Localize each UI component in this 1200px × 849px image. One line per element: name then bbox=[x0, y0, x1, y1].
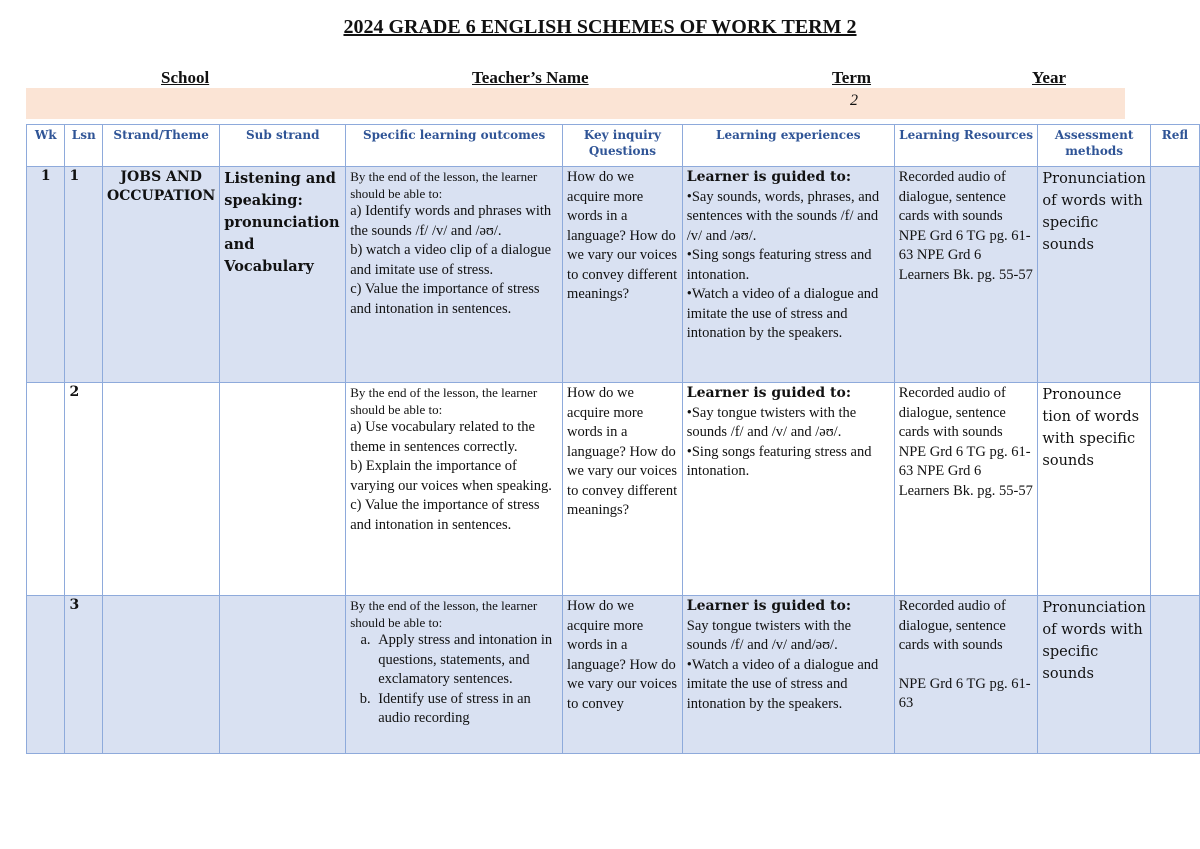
school-label: School bbox=[161, 68, 210, 87]
experiences-cell bbox=[682, 596, 894, 754]
sub-strand-cell bbox=[220, 596, 346, 754]
col-outcomes: Specific learning outcomes bbox=[346, 125, 563, 167]
outcomes-intro: By the end of the lesson, the learner should be able to: bbox=[350, 598, 538, 630]
experience-item: Say tongue twisters with the sounds /f/ and /v/ and/əʊ/. bbox=[686, 617, 852, 653]
outcomes-cell bbox=[346, 383, 563, 596]
assessment-cell: Pronounce tion of words with specific sounds bbox=[1038, 383, 1150, 596]
resources-extra: NPE Grd 6 TG pg. 61-63 bbox=[898, 675, 1031, 711]
resources-cell: Recorded audio of dialogue, sentence cards with sounds NPE Grd 6 TG pg. 61-63 NPE Grd 6 Learners Bk. pg. 55-57 bbox=[894, 383, 1038, 596]
experiences-cell bbox=[682, 167, 894, 383]
term-value: 2 bbox=[850, 92, 858, 109]
outcome-item: b) Explain the importance of varying our voices when speaking. bbox=[350, 458, 552, 494]
experience-item: •Watch a video of a dialogue and imitate the use of stress and intonation by the speakers. bbox=[686, 656, 879, 712]
strand-cell bbox=[103, 596, 220, 754]
questions-cell: How do we acquire more words in a language? How do we vary our voices to convey different meanings? bbox=[563, 383, 683, 596]
year-label: Year bbox=[1032, 68, 1066, 87]
reflection-cell bbox=[1150, 383, 1199, 596]
term-label: Term bbox=[832, 68, 872, 87]
outcomes-intro: By the end of the lesson, the learner should be able to: bbox=[350, 169, 538, 201]
lesson-cell: 3 bbox=[65, 596, 103, 754]
assessment-cell: Pronunciation of words with specific sounds bbox=[1038, 596, 1150, 754]
info-bar bbox=[26, 88, 1125, 119]
table-row bbox=[27, 167, 1200, 383]
col-experiences: Learning experiences bbox=[682, 125, 894, 167]
outcome-item: a) Use vocabulary related to the theme in sentences correctly. bbox=[350, 419, 535, 455]
header-row bbox=[27, 125, 1200, 167]
outcomes-intro: By the end of the lesson, the learner should be able to: bbox=[350, 385, 538, 417]
col-sub-strand: Sub strand bbox=[220, 125, 346, 167]
experiences-title: Learner is guided to: bbox=[686, 385, 852, 401]
experience-item: •Sing songs featuring stress and intonation. bbox=[686, 443, 872, 479]
outcome-item: a) Identify words and phrases with the sounds /f/ /v/ and /əʊ/. bbox=[350, 203, 552, 239]
experience-item: •Say tongue twisters with the sounds /f/ and /v/ and /əʊ/. bbox=[686, 404, 857, 440]
reflection-cell bbox=[1150, 596, 1199, 754]
outcome-list bbox=[350, 631, 558, 729]
outcomes-cell bbox=[346, 596, 563, 754]
teacher-name-label: Teacher’s Name bbox=[472, 68, 589, 87]
experience-item: •Watch a video of a dialogue and imitate the use of stress and intonation by the speakers. bbox=[686, 286, 879, 341]
sub-strand-cell bbox=[220, 383, 346, 596]
col-questions: Key inquiry Questions bbox=[563, 125, 683, 167]
col-strand: Strand/Theme bbox=[103, 125, 220, 167]
strand-cell: JOBS AND OCCUPATION bbox=[103, 167, 220, 383]
resources-cell: Recorded audio of dialogue, sentence cards with sounds NPE Grd 6 TG pg. 61-63 NPE Grd 6 Learners Bk. pg. 55-57 bbox=[894, 167, 1038, 383]
col-lsn: Lsn bbox=[65, 125, 103, 167]
outcome-item: b. Identify use of stress in an audio recording bbox=[374, 690, 558, 729]
questions-cell: How do we acquire more words in a language? How do we vary our voices to convey different meanings? bbox=[563, 167, 683, 383]
experiences-cell bbox=[682, 383, 894, 596]
lesson-cell: 1 bbox=[65, 167, 103, 383]
outcome-item: c) Value the importance of stress and intonation in sentences. bbox=[350, 497, 540, 533]
resources-text: Recorded audio of dialogue, sentence cards with sounds bbox=[898, 598, 1006, 653]
table-row bbox=[27, 596, 1200, 754]
outcome-item: b) watch a video clip of a dialogue and imitate use of stress. bbox=[350, 242, 552, 278]
col-wk: Wk bbox=[27, 125, 65, 167]
col-assessment: Assessment methods bbox=[1038, 125, 1150, 167]
assessment-cell: Pronunciation of words with specific sounds bbox=[1038, 167, 1150, 383]
week-cell: 1 bbox=[27, 167, 65, 383]
outcome-item: c) Value the importance of stress and intonation in sentences. bbox=[350, 281, 540, 317]
experience-item: •Sing songs featuring stress and intonation. bbox=[686, 247, 872, 283]
experiences-title: Learner is guided to: bbox=[686, 169, 852, 185]
reflection-cell bbox=[1150, 167, 1199, 383]
lesson-cell: 2 bbox=[65, 383, 103, 596]
schemes-table bbox=[26, 124, 1200, 754]
col-reflection: Refl bbox=[1150, 125, 1199, 167]
table-row bbox=[27, 383, 1200, 596]
col-resources: Learning Resources bbox=[894, 125, 1038, 167]
questions-cell: How do we acquire more words in a language? How do we vary our voices to convey bbox=[563, 596, 683, 754]
document-title: 2024 GRADE 6 ENGLISH SCHEMES OF WORK TERM 2 bbox=[343, 16, 857, 38]
outcomes-cell bbox=[346, 167, 563, 383]
sub-strand-cell: Listening and speaking: pronunciation and Vocabulary bbox=[220, 167, 346, 383]
experience-item: •Say sounds, words, phrases, and sentences with the sounds /f/ and /v/ and /əʊ/. bbox=[686, 188, 880, 244]
strand-cell bbox=[103, 383, 220, 596]
week-cell bbox=[27, 383, 65, 596]
week-cell bbox=[27, 596, 65, 754]
experiences-title: Learner is guided to: bbox=[686, 598, 852, 614]
resources-cell bbox=[894, 596, 1038, 754]
outcome-item: a. Apply stress and intonation in questions, statements, and exclamatory sentences. bbox=[374, 631, 558, 690]
